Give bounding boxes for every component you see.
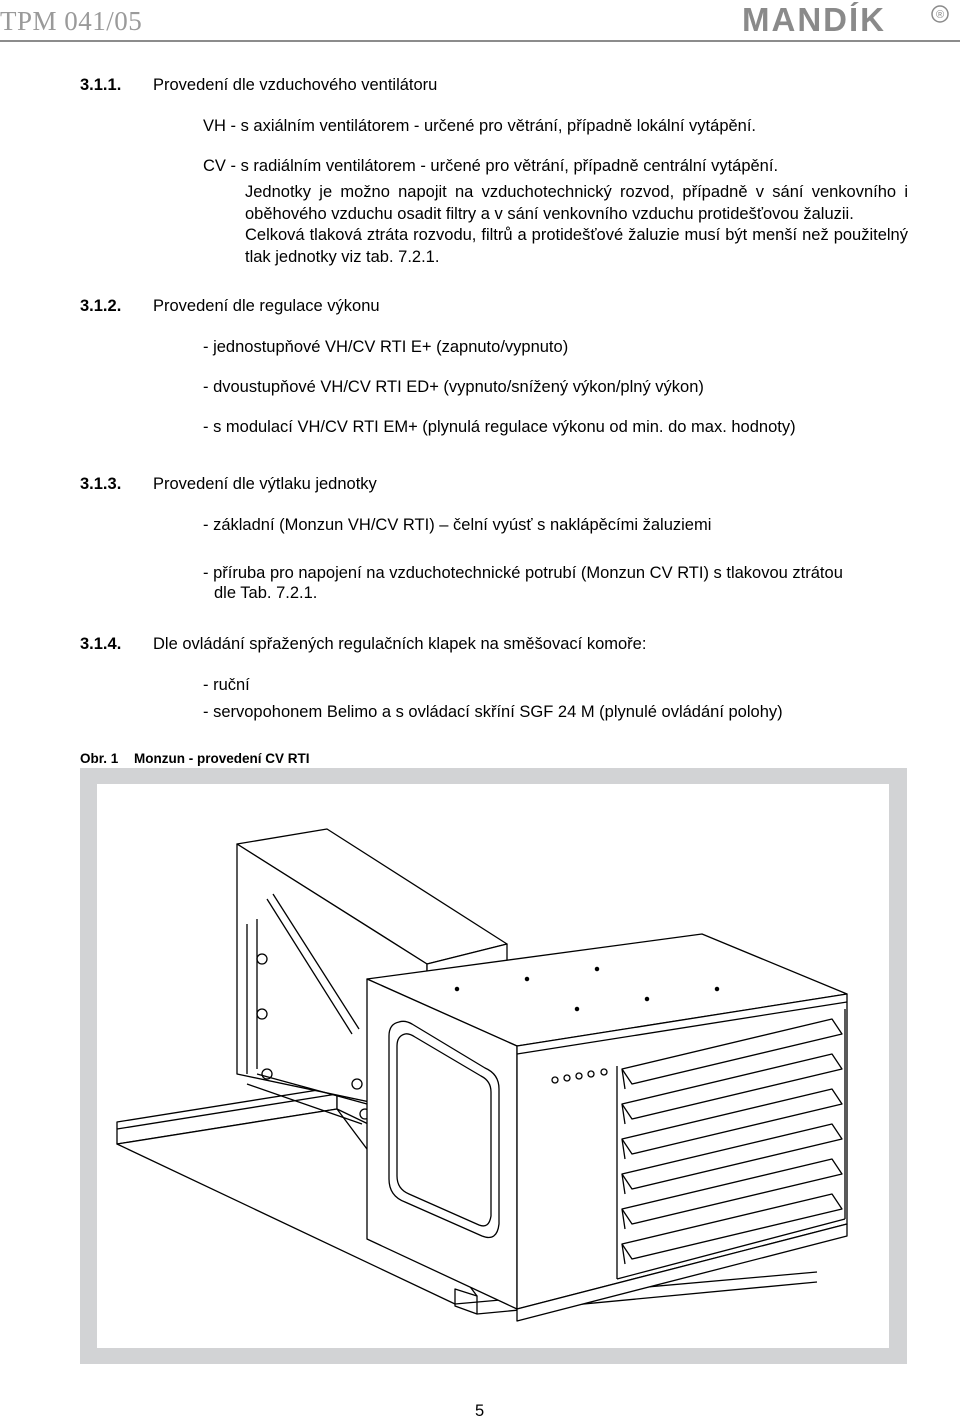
list-item: - jednostupňové VH/CV RTI E+ (zapnuto/vypnuto)	[203, 338, 569, 356]
registered-mark: ®	[935, 9, 945, 21]
fan-type-cv: CV - s radiálním ventilátorem - určené pro větrání, případně centrální vytápění.	[203, 157, 779, 175]
figure-image	[97, 784, 889, 1348]
list-item: - dvoustupňové VH/CV RTI ED+ (vypnuto/snížený výkon/plný výkon)	[203, 378, 704, 396]
section-number-3-1-4: 3.1.4.	[80, 635, 122, 653]
figure-label: Obr. 1	[80, 751, 119, 766]
document-code: TPM 041/05	[0, 6, 143, 36]
paragraph-pressure-loss: Celková tlaková ztráta rozvodu, filtrů a protidešťové žaluzie musí být menší než použitelný tlak jednotky viz tab. 7.2.1.	[245, 226, 908, 266]
section-number-3-1-3: 3.1.3.	[80, 475, 122, 493]
list-item: - základní (Monzun VH/CV RTI) – čelní vyúsť s naklápěcími žaluziemi	[203, 516, 712, 534]
list-item-continuation: dle Tab. 7.2.1.	[214, 584, 318, 602]
list-item: - s modulací VH/CV RTI EM+ (plynulá regulace výkonu od min. do max. hodnoty)	[203, 418, 796, 436]
section-title-3-1-2: Provedení dle regulace výkonu	[153, 297, 380, 315]
paragraph-connection: Jednotky je možno napojit na vzduchotechnický rozvod, případně v sání venkovního i oběhového vzduchu osadit filtry a v sání venkovního vzduchu protidešťovou žaluzii.	[245, 183, 908, 223]
unit-drawing	[97, 784, 889, 1348]
logo-text: MANDÍK	[742, 2, 886, 36]
figure-caption: Monzun - provedení CV RTI	[134, 751, 310, 766]
section-title-3-1-1: Provedení dle vzduchového ventilátoru	[153, 76, 438, 94]
fan-type-vh: VH - s axiálním ventilátorem - určené pro větrání, případně lokální vytápění.	[203, 117, 757, 135]
company-logo	[742, 2, 952, 41]
section-title-3-1-4: Dle ovládání spřažených regulačních klapek na směšovací komoře:	[153, 635, 647, 653]
section-number-3-1-1: 3.1.1.	[80, 76, 122, 94]
list-item: - servopohonem Belimo a s ovládací skříní SGF 24 M (plynulé ovládání polohy)	[203, 703, 783, 721]
section-title-3-1-3: Provedení dle výtlaku jednotky	[153, 475, 377, 493]
list-item: - příruba pro napojení na vzduchotechnické potrubí (Monzun CV RTI) s tlakovou ztrátou	[203, 564, 843, 582]
list-item: - ruční	[203, 676, 250, 694]
section-number-3-1-2: 3.1.2.	[80, 297, 122, 315]
page-number: 5	[475, 1402, 485, 1420]
header-divider	[0, 40, 960, 42]
